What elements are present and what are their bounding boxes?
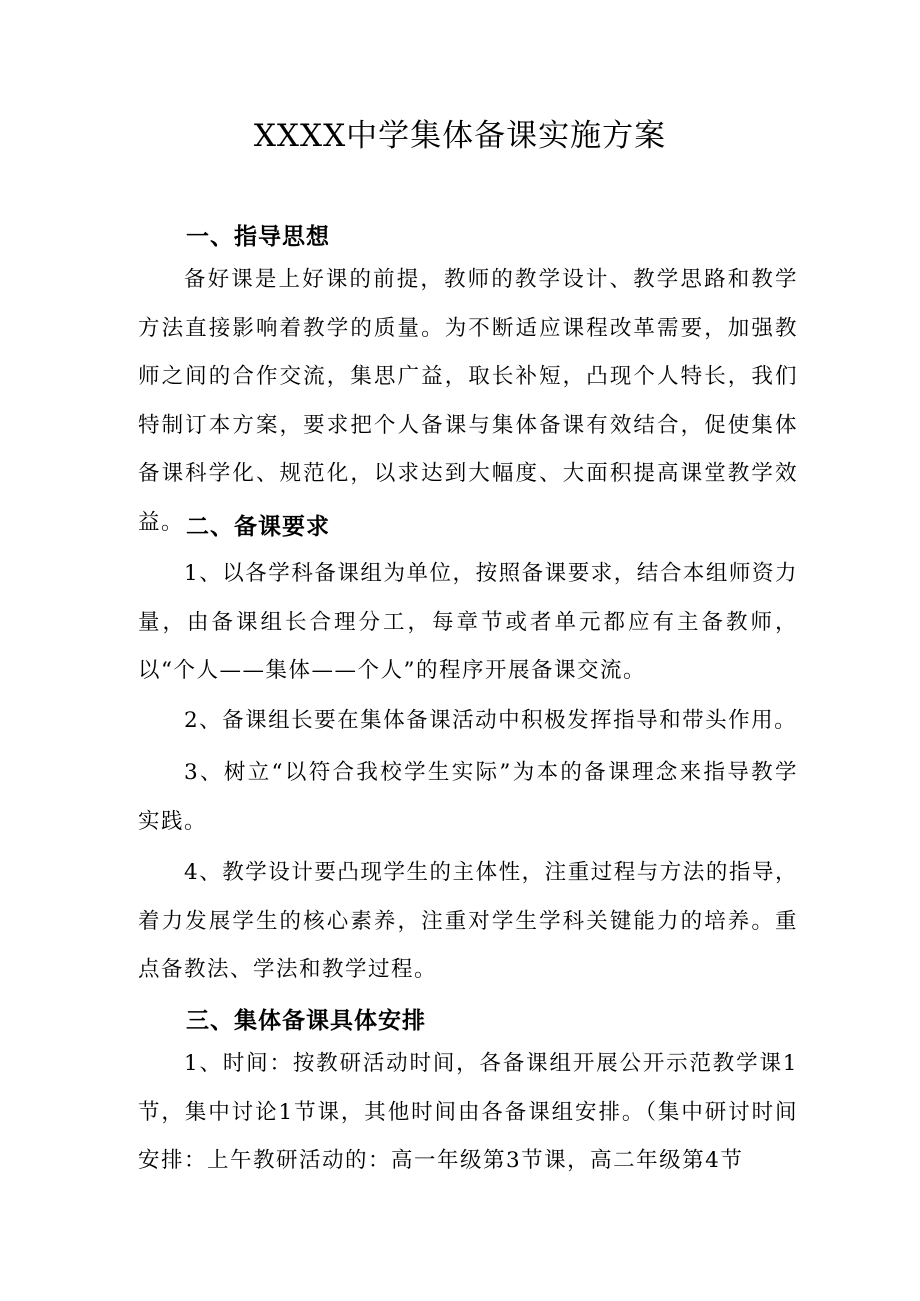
paragraph-guiding-thought: 备好课是上好课的前提，教师的教学设计、教学思路和教学方法直接影响着教学的质量。为不断适应课程改革需要，加强教师之间的合作交流，集思广益，取长补短，凸现个人特长，我们特制订本方案，要求把个人备课与集体备课有效结合，促使集体备课科学化、规范化，以求达到大幅度、大面积提高课堂教学效益。 (138, 267, 798, 535)
section-heading-arrangements: 三、集体备课具体安排 (186, 1008, 426, 1034)
paragraph-requirement-4: 4、教学设计要凸现学生的主体性，注重过程与方法的指导，着力发展学生的核心素养，注重对学生学科关键能力的培养。重点备教法、学法和教学过程。 (138, 860, 798, 982)
section-heading-lesson-requirements: 二、备课要求 (186, 514, 330, 540)
section-heading-guiding-thought: 一、指导思想 (186, 224, 330, 250)
paragraph-requirement-1: 1、以各学科备课组为单位，按照备课要求，结合本组师资力量，由备课组长合理分工，每章节或者单元都应有主备教师，以“个人——集体——个人”的程序开展备课交流。 (138, 561, 798, 683)
paragraph-arrangement-1: 1、时间：按教研活动时间，各备课组开展公开示范教学课1节，集中讨论1节课，其他时间由各备课组安排。（集中研讨时间安排：上午教研活动的：高一年级第3节课，高二年级第4节 (138, 1051, 798, 1173)
document-title: XXXX中学集体备课实施方案 (253, 118, 667, 154)
paragraph-requirement-3: 3、树立“以符合我校学生实际”为本的备课理念来指导教学实践。 (138, 760, 798, 834)
paragraph-requirement-2: 2、备课组长要在集体备课活动中积极发挥指导和带头作用。 (184, 708, 798, 733)
